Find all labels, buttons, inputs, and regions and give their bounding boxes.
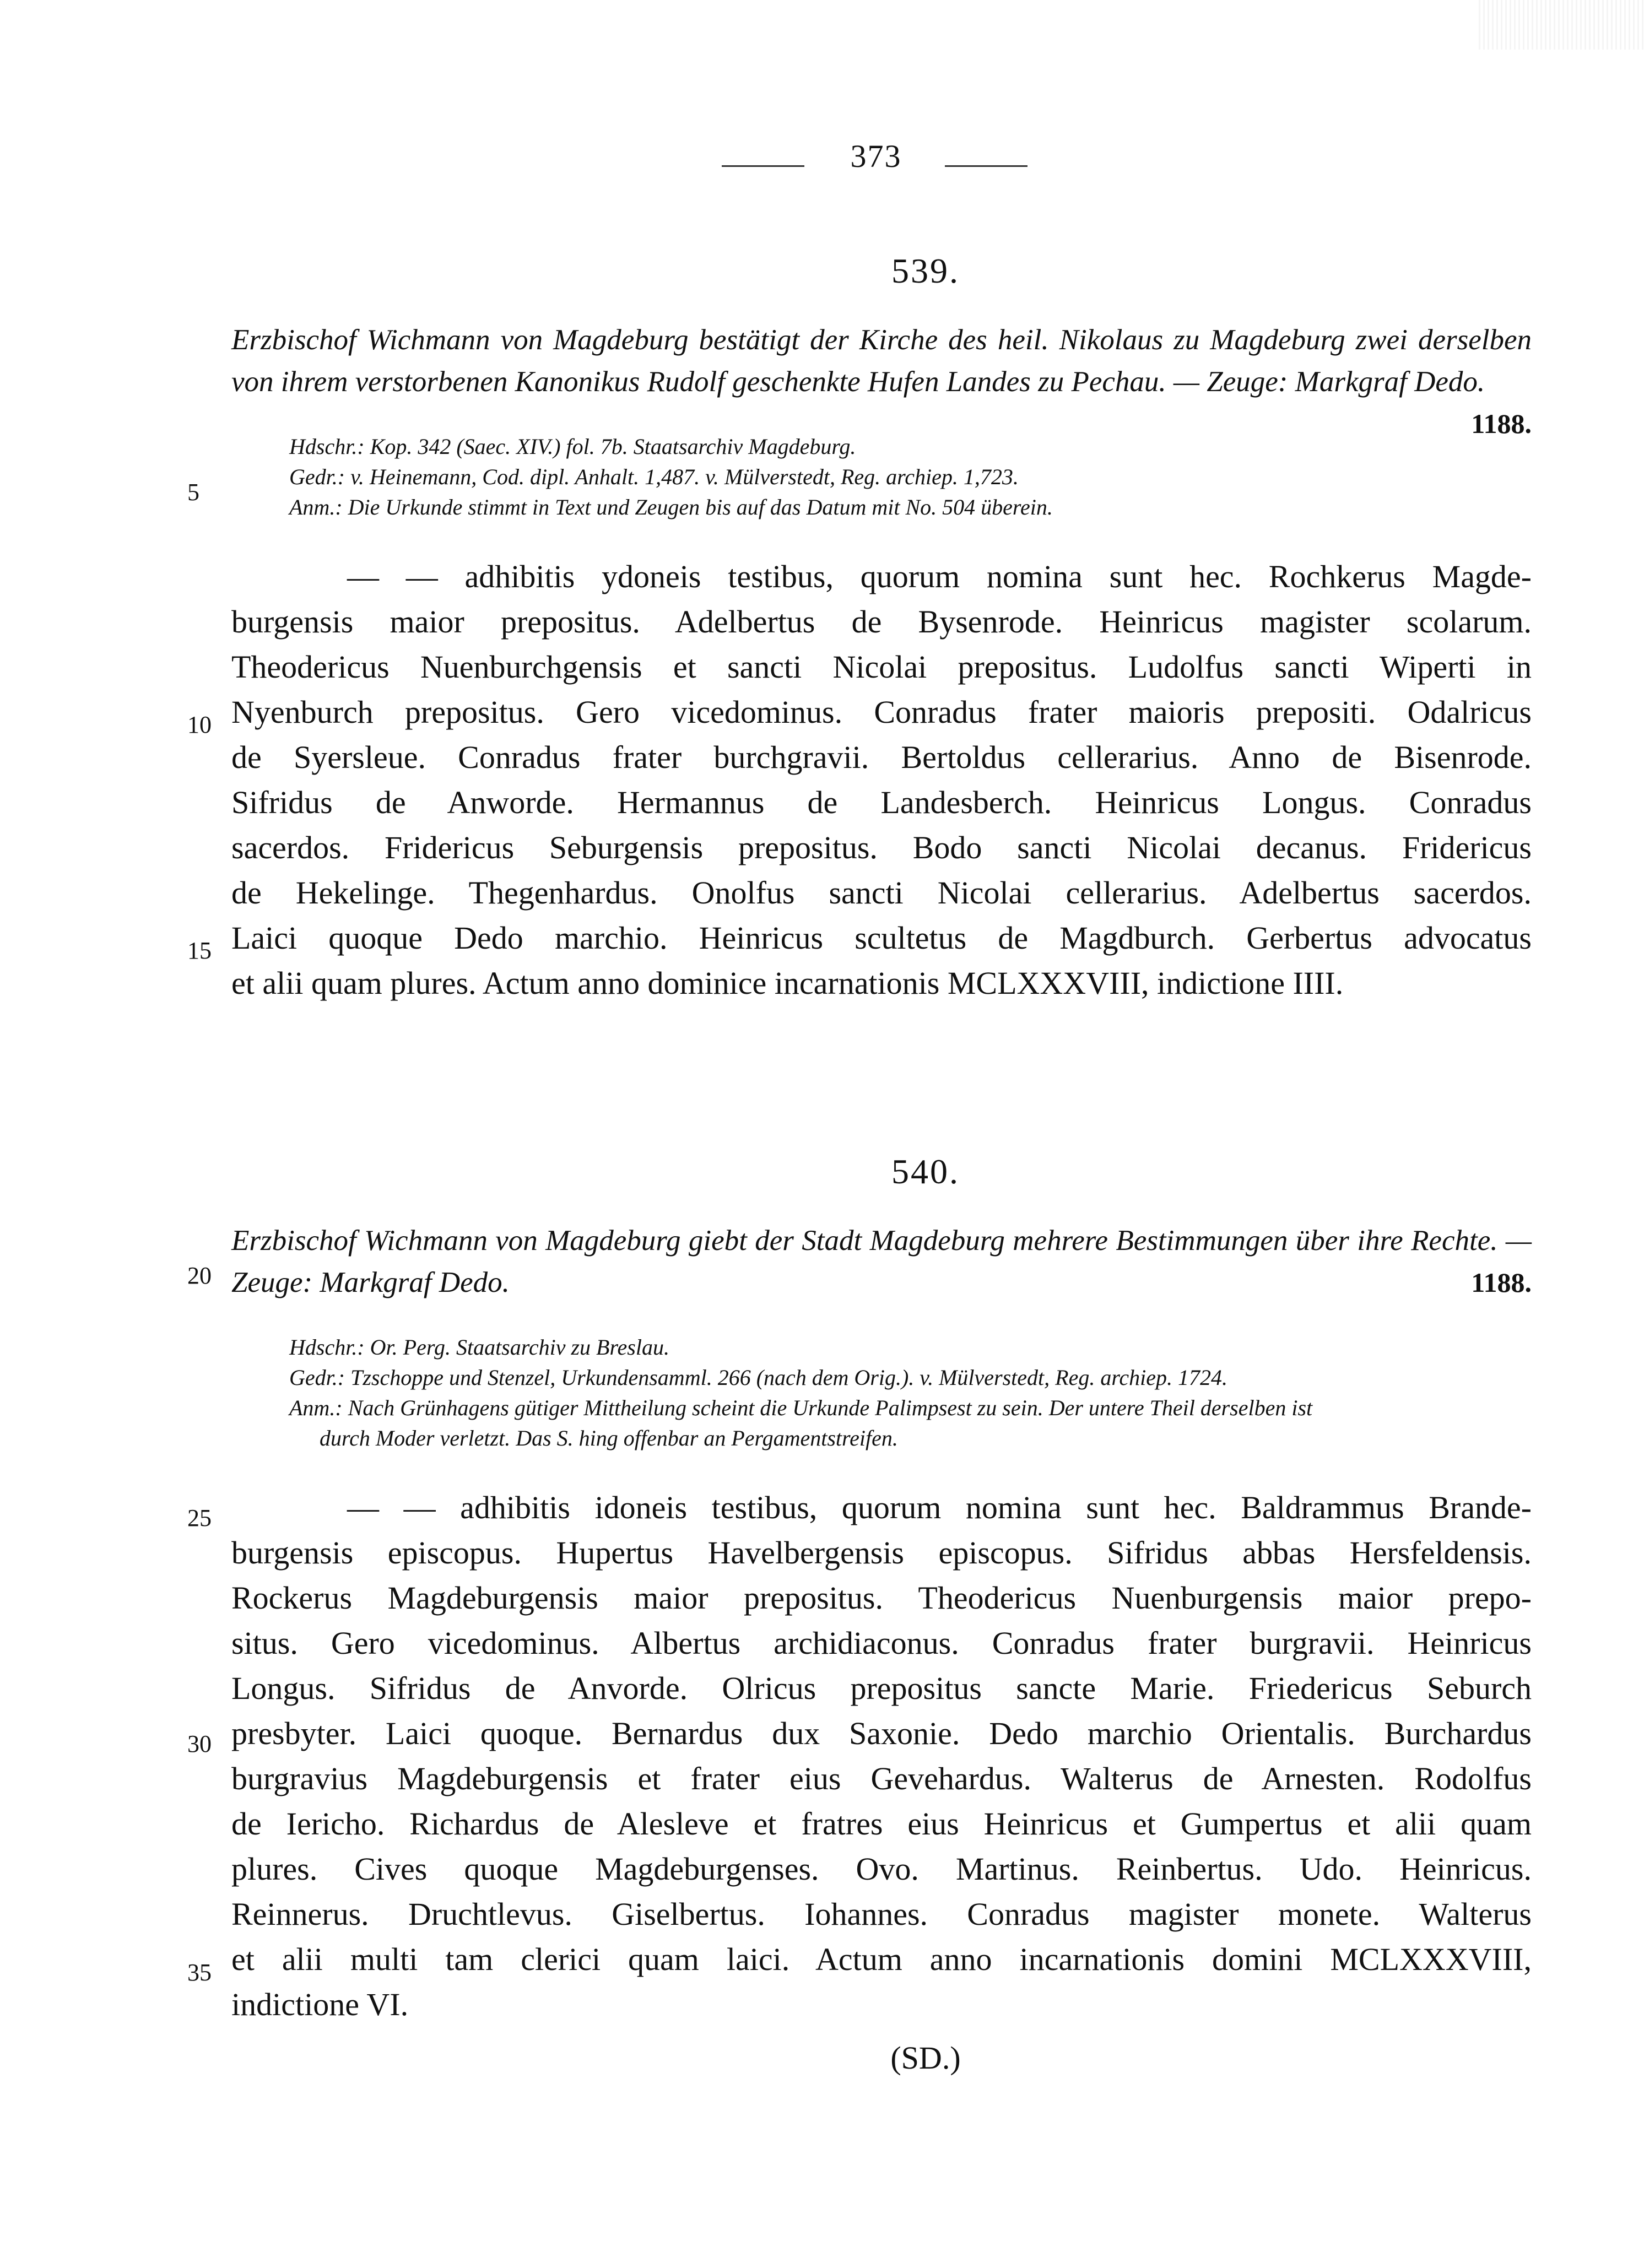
closing-mark: (SD.): [890, 2040, 961, 2076]
text-line: indictione VI.: [231, 1986, 409, 2022]
note-remark: Anm.: Nach Grünhagens gütiger Mittheilung scheint die Urkunde Palimpsest zu sein. Der untere Theil derselben ist: [289, 1395, 1313, 1420]
margin-line-number: 20: [187, 1262, 212, 1289]
text-line: burgensis episcopus. Hupertus Havelbergensis episcopus. Sifridus abbas Hersfeldensis.: [231, 1535, 1532, 1571]
regest-text: Erzbischof Wichmann von Magdeburg bestätigt der Kirche des heil. Nikolaus zu Magdeburg zwei derselben von ihrem verstorbenen Kanonikus Rudolf geschenkte Hufen Landes zu Pechau. — Zeuge: Markgraf Dedo.: [231, 324, 1532, 398]
text-line: Longus. Sifridus de Anvorde. Olricus prepositus sancte Marie. Friedericus Seburch: [231, 1670, 1532, 1706]
text-line: de Iericho. Richardus de Alesleve et fratres eius Heinricus et Gumpertus et alii quam: [231, 1806, 1532, 1842]
charter-text: [231, 554, 1532, 1006]
regest: [231, 1220, 1532, 1303]
page-number: 373: [850, 138, 902, 174]
margin-line-number: 5: [187, 479, 199, 506]
margin-line-number: 35: [187, 1959, 212, 1986]
text-line: sacerdos. Fridericus Seburgensis prepositus. Bodo sancti Nicolai decanus. Fridericus: [231, 830, 1532, 865]
note-printed: Gedr.: Tzschoppe und Stenzel, Urkundensamml. 266 (nach dem Orig.). v. Mülverstedt, Reg. archiep. 1724.: [289, 1365, 1228, 1390]
text-line: Rockerus Magdeburgensis maior prepositus. Theodericus Nuenburgensis maior prepo-: [231, 1580, 1532, 1616]
document-539: [231, 251, 1532, 1006]
regest-year: 1188.: [1471, 408, 1532, 439]
regest: [231, 319, 1532, 439]
note-remark: Anm.: Die Urkunde stimmt in Text und Zeugen bis auf das Datum mit No. 504 überein.: [289, 495, 1053, 519]
text-line: et alii multi tam clerici quam laici. Actum anno incarnationis domini MCLXXXVIII,: [231, 1941, 1532, 1977]
scan-artifact: [1479, 0, 1644, 50]
margin-line-number: 15: [187, 937, 212, 964]
charter-text: [231, 1485, 1532, 2027]
text-line: et alii quam plures. Actum anno dominice incarnationis MCLXXXVIII, indictione IIII.: [231, 965, 1344, 1001]
document-number: 539.: [891, 251, 960, 290]
text-line: situs. Gero vicedominus. Albertus archidiaconus. Conradus frater burgravii. Heinricus: [231, 1625, 1532, 1661]
text-line: de Syersleue. Conradus frater burchgravii. Bertoldus cellerarius. Anno de Bisenrode.: [231, 739, 1532, 775]
text-line: — — adhibitis ydoneis testibus, quorum nomina sunt hec. Rochkerus Magde-: [347, 559, 1532, 594]
text-line: Laici quoque Dedo marchio. Heinricus scultetus de Magdburch. Gerbertus advocatus: [231, 920, 1532, 956]
note-manuscript: Hdschr.: Kop. 342 (Saec. XIV.) fol. 7b. Staatsarchiv Magdeburg.: [289, 434, 856, 459]
note-printed: Gedr.: v. Heinemann, Cod. dipl. Anhalt. 1,487. v. Mülverstedt, Reg. archiep. 1,723.: [289, 464, 1019, 489]
text-line: Theodericus Nuenburchgensis et sancti Nicolai prepositus. Ludolfus sancti Wiperti in: [231, 649, 1532, 685]
margin-line-number: 25: [187, 1504, 212, 1531]
text-line: Sifridus de Anworde. Hermannus de Landesberch. Heinricus Longus. Conradus: [231, 784, 1532, 820]
source-notes: [289, 1332, 1532, 1453]
note-remark-continued: durch Moder verletzt. Das S. hing offenbar an Pergamentstreifen.: [320, 1426, 898, 1450]
text-line: burgravius Magdeburgensis et frater eius Gevehardus. Walterus de Arnesten. Rodolfus: [231, 1761, 1532, 1796]
header-rule-right: [945, 165, 1028, 167]
header-rule-left: [722, 165, 804, 167]
source-notes: [289, 431, 1532, 522]
text-line: — — adhibitis idoneis testibus, quorum nomina sunt hec. Baldrammus Brande-: [347, 1490, 1532, 1525]
text-line: burgensis maior prepositus. Adelbertus de Bysenrode. Heinricus magister scolarum.: [231, 604, 1532, 640]
text-line: Reinnerus. Druchtlevus. Giselbertus. Iohannes. Conradus magister monete. Walterus: [231, 1896, 1532, 1932]
margin-line-number: 10: [187, 711, 212, 738]
text-line: Nyenburch prepositus. Gero vicedominus. Conradus frater maioris prepositi. Odalricus: [231, 694, 1532, 730]
text-line: presbyter. Laici quoque. Bernardus dux Saxonie. Dedo marchio Orientalis. Burchardus: [231, 1715, 1532, 1751]
regest-year: 1188.: [1471, 1267, 1532, 1298]
document-number: 540.: [891, 1152, 960, 1191]
regest-text: Erzbischof Wichmann von Magdeburg giebt der Stadt Magdeburg mehrere Bestimmungen über ihre Rechte. — Zeuge: Markgraf Dedo.: [231, 1225, 1532, 1298]
text-line: plures. Cives quoque Magdeburgenses. Ovo. Martinus. Reinbertus. Udo. Heinricus.: [231, 1851, 1532, 1887]
text-line: de Hekelinge. Thegenhardus. Onolfus sancti Nicolai cellerarius. Adelbertus sacerdos.: [231, 875, 1532, 911]
margin-line-number: 30: [187, 1730, 212, 1757]
note-manuscript: Hdschr.: Or. Perg. Staatsarchiv zu Breslau.: [289, 1335, 669, 1360]
document-540: [231, 1151, 1532, 2076]
